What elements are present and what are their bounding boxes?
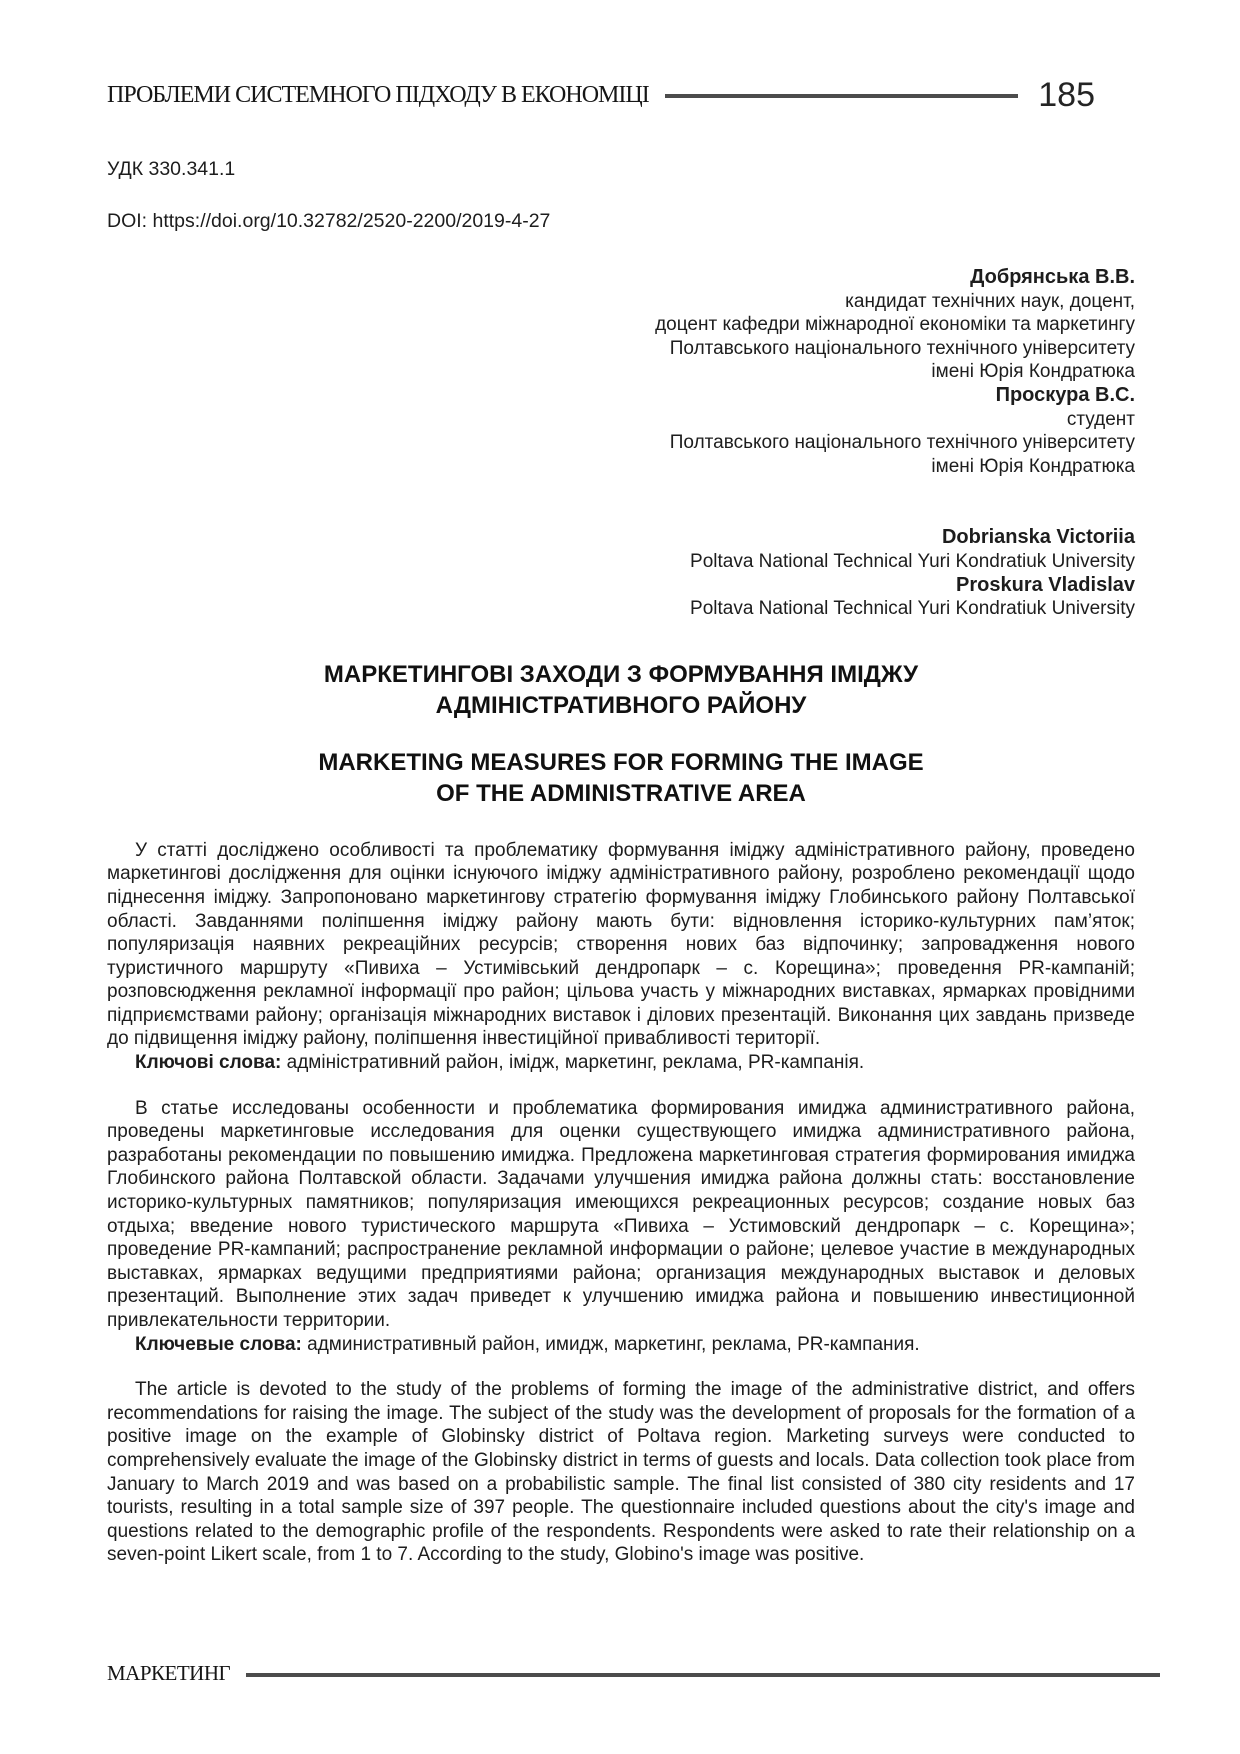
article-title-en-line2: OF THE ADMINISTRATIVE AREA [436, 779, 806, 807]
page-number: 185 [1038, 76, 1095, 114]
keywords-uk-label: Ключові слова: [135, 1052, 282, 1074]
article-title-uk [107, 659, 1135, 721]
abstract-uk-text: У статті досліджено особливості та проблематику формування іміджу адміністративного району, проведено маркетингові дослідження для оцінки існуючого іміджу адміністративного району, розроблено рекомендації щодо піднесення іміджу. Запропоновано маркетингову стратегію формування іміджу Глобинського району Полтавської області. Завданнями поліпшення іміджу району мають бути: відновлення історико-культурних пам’яток; популяризація наявних рекреаційних ресурсів; створення нових баз відпочинку; запровадження нового туристичного маршруту «Пивиха – Устимівський дендропарк – с. Корещина»; проведення PR-кампаній; розповсюдження рекламної інформації про район; цільова участь у міжнародних виставках, ярмарках провідними підприємствами району; організація міжнародних виставок і ділових презентацій. Виконання цих завдань призведе до підвищення іміджу району, поліпшення інвестиційної привабливості території. [107, 839, 1135, 1050]
author-role: доцент кафедри міжнародної економіки та маркетингу [655, 314, 1135, 336]
doi-line: DOI: https://doi.org/10.32782/2520-2200/2019-4-27 [107, 210, 551, 232]
authors-block-en [107, 526, 1135, 620]
header-rule [665, 94, 1019, 98]
author-name: Proskura Vladislav [956, 573, 1135, 596]
author-name: Добрянська В.В. [970, 266, 1135, 288]
page-footer [107, 1661, 1160, 1686]
author-name: Проскура В.С. [995, 383, 1135, 406]
author-role: студент [1066, 408, 1135, 430]
journal-title: ПРОБЛЕМИ СИСТЕМНОГО ПІДХОДУ В ЕКОНОМІЦІ [107, 81, 649, 108]
keywords-ru [107, 1333, 1135, 1357]
footer-rule [246, 1673, 1160, 1677]
abstract-en-text: The article is devoted to the study of the problems of forming the image of the administrative district, and offers recommendations for raising the image. The subject of the study was the development of proposals for the formation of a positive image on the example of Globinsky district of Poltava region. Marketing surveys were conducted to comprehensively evaluate the image of the Globinsky district in terms of guests and locals. Data collection took place from January to March 2019 and was based on a probabilistic sample. The final list consisted of 380 city residents and 17 tourists, resulting in a total sample size of 397 people. The questionnaire included questions about the city's image and questions related to the demographic profile of the respondents. Respondents were asked to rate their relationship on a seven-point Likert scale, from 1 to 7. According to the study, Globino's image was positive. [107, 1379, 1135, 1566]
keywords-ru-text: административный район, имидж, маркетинг, реклама, PR-кампания. [301, 1333, 920, 1355]
article-title-uk-line1: МАРКЕТИНГОВІ ЗАХОДИ З ФОРМУВАННЯ ІМІДЖУ [323, 660, 919, 688]
author-affiliation: Полтавського національного технічного університету [669, 337, 1135, 359]
keywords-uk-text: адміністративний район, імідж, маркетинг, реклама, PR-кампанія. [281, 1052, 865, 1074]
abstract-en [107, 1378, 1135, 1567]
udc-line: УДК 330.341.1 [107, 158, 236, 180]
article-title-en-line1: MARKETING MEASURES FOR FORMING THE IMAGE [318, 748, 924, 776]
author-affiliation: Poltava National Technical Yuri Kondratiuk University [690, 598, 1135, 620]
abstract-ru-text: В статье исследованы особенности и проблематика формирования имиджа административного района, проведены маркетинговые исследования для оценки существующего имиджа административного района, разработаны рекомендации по повышению имиджа. Предложена маркетинговая стратегия формирования имиджа Глобинского района Полтавской области. Задачами улучшения имиджа района должны стать: восстановление историко-культурных памятников; популяризация имеющихся рекреационных ресурсов; создание новых баз отдыха; введение нового туристического маршрута «Пивиха – Устимовский дендропарк – с. Корещина»; проведение PR-кампаний; распространение рекламной информации о районе; целевое участие в международных выставках, ярмарках ведущими предприятиями района; организация международных выставок и деловых презентаций. Выполнение этих задач приведет к улучшению имиджа района и повышению инвестиционной привлекательности территории. [107, 1097, 1135, 1331]
article-title-uk-line2: АДМІНІСТРАТИВНОГО РАЙОНУ [435, 691, 807, 719]
article-title-en [107, 747, 1135, 809]
author-affiliation: імені Юрія Кондратюка [931, 361, 1135, 383]
abstract-ru [107, 1097, 1135, 1357]
author-affiliation: імені Юрія Кондратюка [931, 455, 1135, 477]
abstract-uk [107, 839, 1135, 1075]
author-role: кандидат технічних наук, доцент, [845, 290, 1135, 312]
keywords-ru-label: Ключевые слова: [135, 1333, 302, 1355]
author-affiliation: Poltava National Technical Yuri Kondratiuk University [690, 550, 1135, 572]
authors-block-uk [107, 266, 1135, 478]
running-head [107, 78, 1135, 112]
author-affiliation: Полтавського національного технічного університету [669, 432, 1135, 454]
author-name: Dobrianska Victoriia [941, 526, 1135, 549]
footer-section-label: МАРКЕТИНГ [107, 1661, 231, 1685]
keywords-uk [107, 1051, 1135, 1075]
